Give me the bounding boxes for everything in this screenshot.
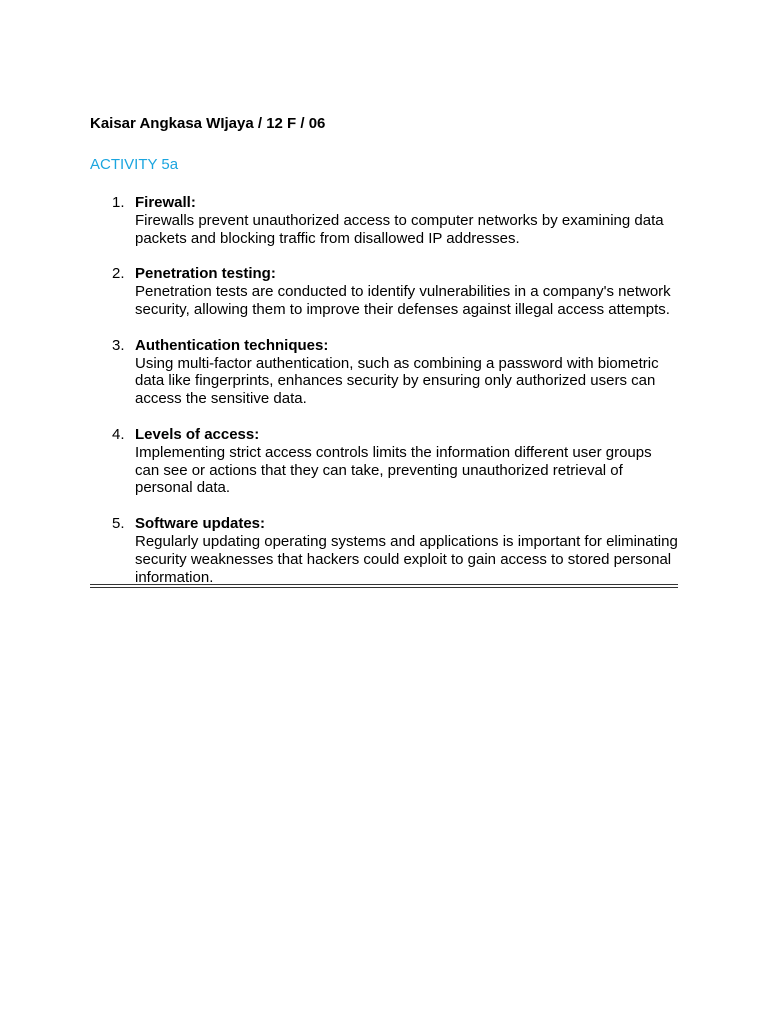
list-item-title: Software updates:	[135, 515, 266, 533]
list-item	[90, 337, 678, 408]
list-item-title: Penetration testing:	[135, 265, 276, 283]
list-item-number: 2.	[112, 265, 125, 283]
list-item-body: Implementing strict access controls limits the information different user groups can see or actions that they can take, preventing unauthorized retrieval of personal data.	[135, 443, 652, 497]
list-item	[90, 194, 678, 247]
activity-heading: ACTIVITY 5a	[90, 156, 179, 173]
list-item-body: Firewalls prevent unauthorized access to computer networks by examining data packets and blocking traffic from disallowed IP addresses.	[135, 211, 664, 247]
list-item-number: 5.	[112, 515, 125, 533]
list-item-number: 3.	[112, 336, 125, 354]
author-line: Kaisar Angkasa WIjaya / 12 F / 06	[90, 115, 326, 132]
list-item-title: Authentication techniques:	[135, 336, 329, 354]
list-item-number: 4.	[112, 425, 125, 443]
double-horizontal-rule	[90, 584, 678, 588]
list-item-number: 1.	[112, 194, 125, 211]
list-item	[90, 426, 678, 497]
list-item-title: Firewall:	[135, 194, 196, 211]
list-item	[90, 265, 678, 318]
list-item-body: Regularly updating operating systems and applications is important for eliminating security weaknesses that hackers could exploit to gain access to stored personal information.	[135, 532, 678, 586]
list-item-title: Levels of access:	[135, 425, 260, 443]
list-item	[90, 515, 678, 586]
security-measures-list	[90, 194, 678, 604]
list-item-body: Penetration tests are conducted to identify vulnerabilities in a company's network security, allowing them to improve their defenses against illegal access attempts.	[135, 283, 671, 318]
list-item-body: Using multi-factor authentication, such as combining a password with biometric data like fingerprints, enhances security by ensuring only authorized users can access the sensitive data.	[135, 354, 659, 408]
